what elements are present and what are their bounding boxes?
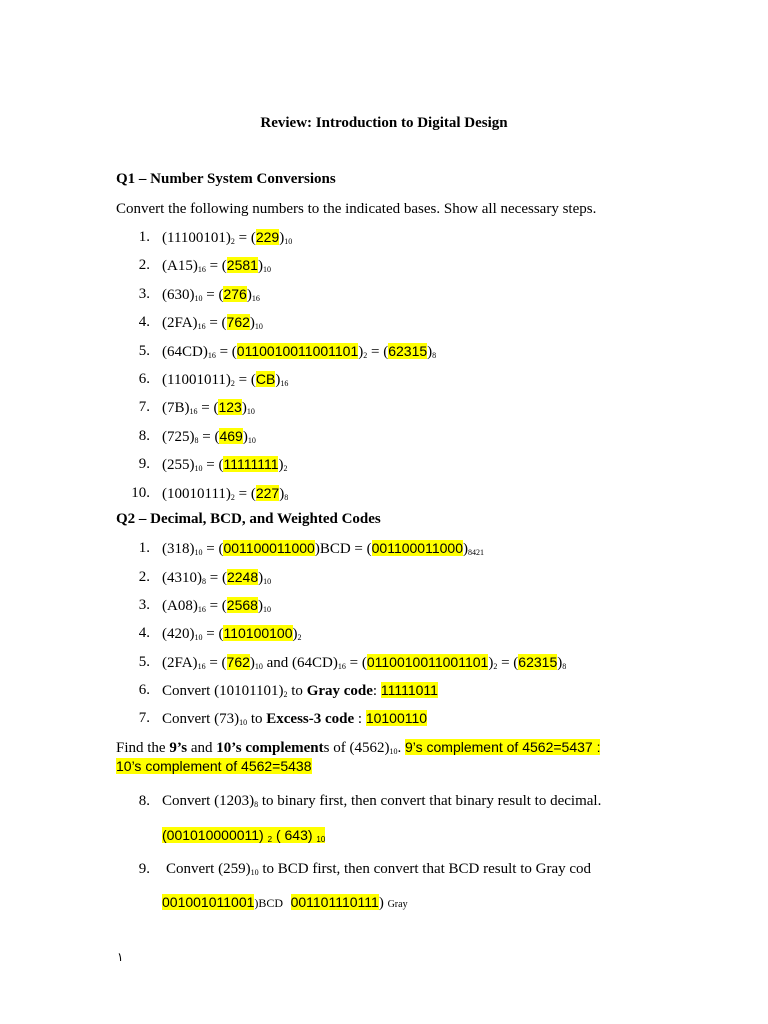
answer-highlight: 2248 — [226, 569, 259, 585]
answer-highlight: 2568 — [226, 597, 258, 613]
answer-highlight: CB — [255, 371, 276, 387]
q2-item-9-answer: 001001011001)BCD 001101110111) Gray — [162, 894, 408, 911]
page-number: ١ — [117, 950, 124, 964]
answer-highlight: 11111111 — [223, 456, 279, 473]
q2-item-8-answer: (001010000011) $_2$ ( 643) $_{10}$ — [162, 827, 326, 844]
answer-highlight: 0110010011001101 — [236, 342, 359, 359]
answer-highlight: 62315 — [518, 654, 558, 670]
answer-highlight: 762 — [226, 314, 250, 331]
answer-highlight: 229 — [255, 229, 280, 245]
complement-answer-line — [116, 757, 312, 776]
answer-highlight: 227 — [255, 484, 280, 501]
answer-highlight: 10100110 — [365, 710, 428, 726]
answer-highlight: 001100011000 — [371, 540, 463, 556]
q1-heading: Q1 – Number System Conversions — [116, 171, 336, 187]
answer-highlight: 62315 — [388, 342, 428, 359]
document-page: Review: Introduction to Digital Design Q1 – Number System Conversions Convert the following numbers to the indicated bases. Show all necessary steps. 1. $(11100101)_2 = (229)_{10}$ 2. $(A15)_{16} = (2581)_{10}$ 3. $(630)_{10} = (276)_{16}$ 4. $(2FA)_{16} = (762)_{10}$ 5. $(64CD)_{16} = (0110010011001101)_2 = (62315)_8$ 6. $(11001011)_2 = (CB)_{16}$ 7. $(7B)_{16} = (123)_{10}$ 8. $(725)_8 = (469)_{10}$ 9. $(255)_{10} = (11111111)_2$ 10. $(10010111)_2 = (227)_8$ Q2 – Decimal, BCD, and Weighted Codes 1. $(318)_{10} = (001100011000)BCD = (001100011000)_{8421}$ 2. $(4310)_8 = (2248)_{10}$ 3. $(A08)_{16} = (2568)_{10}$ 4. $(420)_{10} = (110100100)_2$ 5. $(2FA)_{16} = (762)_{10}$ and $(64CD)_{16} = (0110010011001101)_2 = (62315)_8$ 6. Convert $(10101101)_2$ to Gray code: 11111011 7. Convert $(73)_{10}$ to Excess-3 code : 10100110 Find the 9’s and 10’s complements of $(4562)_{10}$. 9’s complement of 4562=5437 : 10’s complement of 4562=5438 8. Convert $(1203)_8$ to binary first, then convert that binary result to decimal. (001010000011) $_2$ ( 643) $_{10}$ 9. Convert $(259)_{10}$ to BCD first, then convert that BCD result to Gray cod 001001011001)BCD 001101110111) Gray ١ — [0, 0, 768, 1024]
page-title: Review: Introduction to Digital Design — [260, 115, 508, 131]
q2-heading: Q2 – Decimal, BCD, and Weighted Codes — [116, 511, 381, 527]
answer-highlight: 0110010011001101 — [366, 654, 489, 670]
answer-highlight: 762 — [226, 654, 250, 670]
answer-highlight: 2581 — [226, 257, 258, 274]
answer-highlight: 469 — [219, 427, 243, 444]
nines-complement-answer: 9’s complement of 4562=5437 : — [404, 739, 601, 755]
answer-highlight: 001100011000 — [223, 540, 315, 556]
q1-instruction: Convert the following numbers to the indicated bases. Show all necessary steps. — [116, 201, 597, 217]
answer-highlight: 110100100 — [223, 625, 293, 641]
answer-highlight: 123 — [218, 399, 242, 416]
tens-complement-answer: 10’s complement of 4562=5438 — [116, 758, 312, 774]
answer-highlight: 276 — [223, 285, 247, 302]
complement-question: Find the 9’s and 10’s complements of $(4562)_{10}$. 9’s complement of 4562=5437 : — [116, 739, 601, 756]
answer-highlight: 11111011 — [380, 682, 438, 698]
